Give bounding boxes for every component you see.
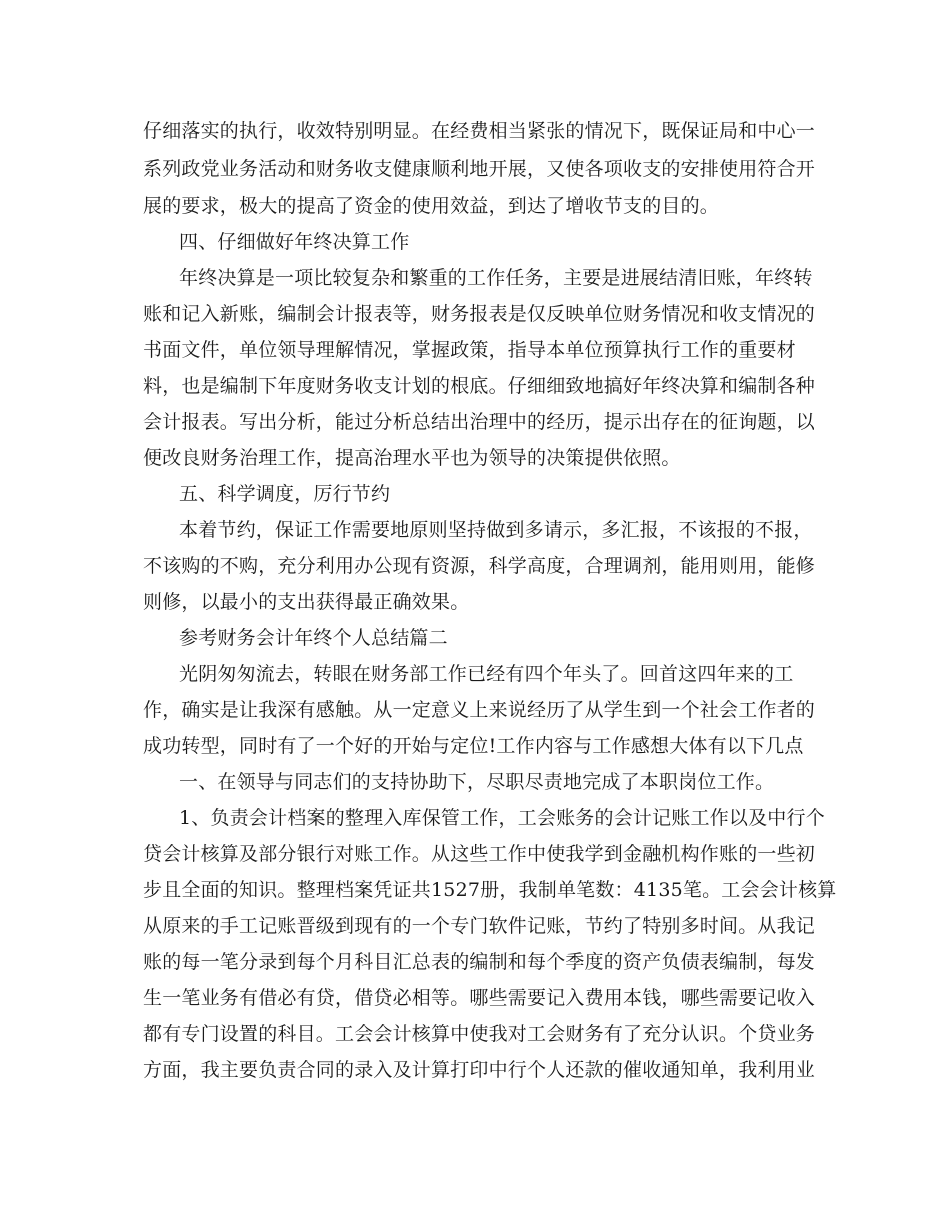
section-heading: 一、在领导与同志们的支持协助下，尽职尽责地完成了本职岗位工作。 [179, 771, 775, 793]
text-line: 步且全面的知识。整理档案凭证共1527册，我制单笔数：4135笔。工会会计核算 [143, 879, 837, 901]
text-line: 成功转型，同时有了一个好的开始与定位!工作内容与工作感想大体有以下几点 [143, 735, 804, 757]
text-line: 账和记入新账，编制会计报表等，财务报表是仅反映单位财务情况和收支情况的 [143, 303, 816, 325]
text-line: 都有专门设置的科目。工会会计核算中使我对工会财务有了充分认识。个贷业务 [143, 1023, 816, 1045]
text-line: 本着节约，保证工作需要地原则坚持做到多请示，多汇报，不该报的不报， [179, 519, 813, 541]
text-line: 料，也是编制下年度财务收支计划的根底。仔细细致地搞好年终决算和编制各种 [143, 375, 816, 397]
text-line: 仔细落实的执行，收效特别明显。在经费相当紧张的情况下，既保证局和中心一 [143, 120, 816, 142]
text-line: 光阴匆匆流去，转眼在财务部工作已经有四个年头了。回首这四年来的工 [179, 663, 794, 685]
text-line: 作，确实是让我深有感触。从一定意义上来说经历了从学生到一个社会工作者的 [143, 699, 816, 721]
text-line: 则修，以最小的支出获得最正确效果。 [143, 591, 470, 613]
text-line: 展的要求，极大的提高了资金的使用效益，到达了增收节支的目的。 [143, 195, 720, 217]
text-line: 生一笔业务有借必有贷，借贷必相等。哪些需要记入费用本钱，哪些需要记收入 [143, 987, 816, 1009]
text-line: 书面文件，单位领导理解情况，掌握政策，指导本单位预算执行工作的重要材 [143, 339, 796, 361]
section-heading: 参考财务会计年终个人总结篇二 [179, 627, 448, 649]
section-heading: 五、科学调度，厉行节约 [179, 483, 391, 505]
text-line: 年终决算是一项比较复杂和繁重的工作任务，主要是进展结清旧账，年终转 [179, 267, 813, 289]
section-heading: 四、仔细做好年终决算工作 [179, 231, 410, 253]
text-line: 系列政党业务活动和财务收支健康顺利地开展，又使各项收支的安排使用符合开 [143, 158, 816, 180]
text-line: 1、负责会计档案的整理入库保管工作，工会账务的会计记账工作以及中行个 [179, 807, 825, 829]
text-line: 不该购的不购，充分利用办公现有资源，科学高度，合理调剂，能用则用，能修 [143, 555, 816, 577]
text-line: 账的每一笔分录到每个月科目汇总表的编制和每个季度的资产负债表编制，每发 [143, 951, 816, 973]
text-line: 会计报表。写出分析，能过分析总结出治理中的经历，提示出存在的征询题，以 [143, 411, 816, 433]
text-line: 贷会计核算及部分银行对账工作。从这些工作中使我学到金融机构作账的一些初 [143, 843, 816, 865]
text-line: 从原来的手工记账晋级到现有的一个专门软件记账，节约了特别多时间。从我记 [143, 915, 816, 937]
text-line: 便改良财务治理工作，提高治理水平也为领导的决策提供依照。 [143, 447, 681, 469]
text-line: 方面，我主要负责合同的录入及计算打印中行个人还款的催收通知单，我利用业 [143, 1059, 816, 1081]
